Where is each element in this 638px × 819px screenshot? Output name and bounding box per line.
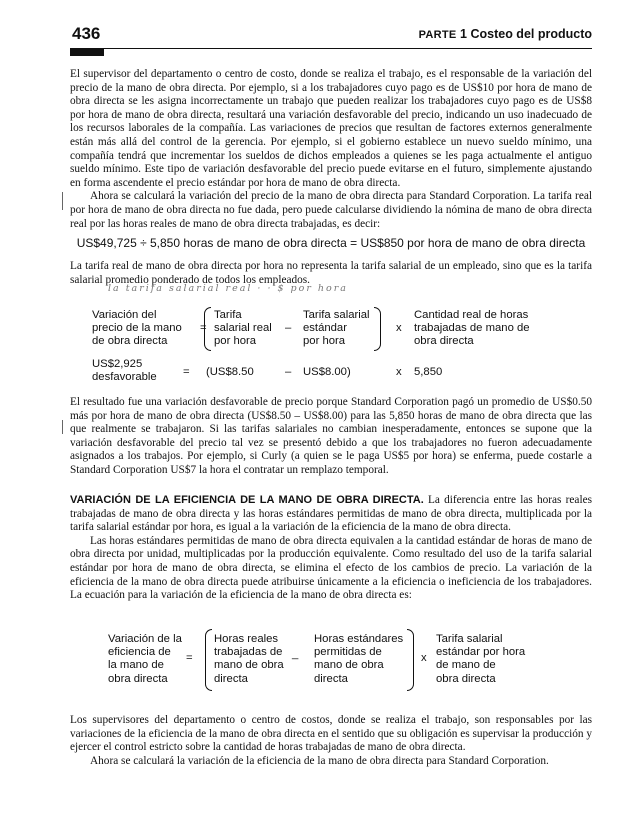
price-values-actual-rate: (US$8.50 <box>206 366 254 378</box>
body-block-5 <box>70 714 592 768</box>
eff-eq-paren-right <box>407 629 414 691</box>
price-eq-paren-left <box>204 307 211 351</box>
eff-eq-equals: = <box>186 652 193 664</box>
price-eq-result: US$2,925 desfavorable <box>92 358 157 384</box>
header-rule-block <box>70 48 104 56</box>
eff-eq-times: x <box>421 652 427 664</box>
handwritten-note: la tarifa salarial real · · $ por hora <box>108 283 348 294</box>
body-block-3 <box>70 396 592 478</box>
eff-eq-standard-hours: Horas estándares permitidas de mano de obra directa <box>314 633 404 685</box>
price-eq-actual-hours: Cantidad real de horas trabajadas de mano de obra directa <box>414 309 530 348</box>
paragraph-standard-hours: Las horas estándares permitidas de mano de obra directa equivalen a la cantidad estándar de horas de mano de obra directa por unidad, multiplicadas por la producción equivalente. Como resultado del uso de la tarifa salarial estándar por hora de mano de obra directa, se elimina el efecto de los cambios de precio. La variación de la eficiencia de la mano de obra directa puede atribuirse únicamente a la eficiencia o ineficiencia de los trabajadores. La ecuación para la variación de la eficiencia de la mano de obra directa es: <box>70 534 592 602</box>
price-eq-standard-rate: Tarifa salarial estándar por hora <box>303 309 370 348</box>
margin-annotation-mark <box>62 192 63 210</box>
body-block-1 <box>70 68 592 231</box>
price-values-hours: 5,850 <box>414 366 443 378</box>
part-title: 1 Costeo del producto <box>460 27 592 41</box>
eff-eq-paren-left <box>205 629 212 691</box>
margin-annotation-mark-2 <box>62 420 63 434</box>
page-number: 436 <box>72 24 101 43</box>
paragraph-efficiency-definition: VARIACIÓN DE LA EFICIENCIA DE LA MANO DE OBRA DIRECTA. La diferencia entre las horas reales trabajadas de mano de obra directa y las horas estándares permitidas de mano de obra directa, multiplicada por la tarifa salarial estándar por hora, es igual a la variación de la eficiencia de la mano de obra directa. <box>70 494 592 534</box>
price-eq-paren-right <box>374 307 381 351</box>
header-rule <box>70 48 592 49</box>
price-values-times: x <box>396 366 402 378</box>
paragraph-supervisor-responsibility: Los supervisores del departamento o centro de costos, donde se realiza el trabajo, son responsables por las variaciones de la eficiencia de la mano de obra directa en el sentido que su obligación es supervisar la producción y ejercer el control estricto sobre la cantidad de horas trabajadas de mano de obra directa. <box>70 714 592 754</box>
price-values-standard-rate: US$8.00) <box>303 366 351 378</box>
price-eq-equals: = <box>200 322 207 334</box>
paragraph-price-calc-intro: Ahora se calculará la variación del precio de la mano de obra directa para Standard Corporation. La tarifa real por hora de mano de obra directa no fue dada, pero puede calcularse dividiendo la nómina de mano de obra directa real por las horas reales de mano de obra directa trabajadas, es decir: <box>70 190 592 230</box>
price-values-minus: – <box>285 366 292 378</box>
price-eq-actual-rate: Tarifa salarial real por hora <box>214 309 272 348</box>
paragraph-weighted-average: La tarifa real de mano de obra directa por hora no representa la tarifa salarial de un empleado, sino que es la tarifa salarial promedio ponderado de todos los empleados. <box>70 260 592 286</box>
price-eq-minus: – <box>285 322 292 334</box>
section-heading-efficiency: VARIACIÓN DE LA EFICIENCIA DE LA MANO DE OBRA DIRECTA. <box>70 494 424 506</box>
eff-eq-standard-rate: Tarifa salarial estándar por hora de mano de obra directa <box>436 633 526 685</box>
eff-eq-minus: _ <box>292 648 299 660</box>
price-values-equals: = <box>183 366 190 378</box>
eff-eq-actual-hours: Horas reales trabajadas de mano de obra directa <box>214 633 284 685</box>
eff-eq-lhs: Variación de la eficiencia de la mano de obra directa <box>108 633 182 685</box>
paragraph-efficiency-calc-intro: Ahora se calculará la variación de la eficiencia de la mano de obra directa para Standard Corporation. <box>90 754 549 767</box>
body-block-4 <box>70 494 592 603</box>
part-label: PARTE <box>418 29 457 41</box>
paragraph-unfavorable-result: El resultado fue una variación desfavorable de precio porque Standard Corporation pagó un promedio de US$0.50 más por hora de mano de obra directa (US$8.50 – US$8.00) para las 5,850 horas de mano de obra directa que las que realmente se trabajaron. Si las tarifas salariales no cambian inesperadamente, entonces se supone que la variación desfavorable del precio tal vez se presentó debido a que los trabajadores no fueron adecuadamente asignados a los trabajos. Por ejemplo, si Curly (a quien se le paga US$5 por hora) se enferma, puede costarle a Standard Corporation US$7 la hora el contratar un remplazo temporal. <box>70 396 592 476</box>
actual-rate-formula: US$49,725 ÷ 5,850 horas de mano de obra directa = US$850 por hora de mano de obra directa <box>76 236 586 250</box>
running-header <box>419 27 592 41</box>
price-eq-lhs: Variación del precio de la mano de obra directa <box>92 309 182 348</box>
paragraph-responsibility: El supervisor del departamento o centro de costo, donde se realiza el trabajo, es el responsable de la variación del precio de la mano de obra directa. Por ejemplo, si a los trabajadores cuyo pago es de US$10 por hora de mano de obra directa se les asigna incorrectamente un trabajo que pueden realizar los trabajadores cuyo pago es de US$8 por hora de mano de obra directa, resultará una variación desfavorable del precio, indicando un uso inadecuado de los recursos laborales de la compañía. Las variaciones de precios que resultan de factores externos generalmente están más allá del control de la gerencia. Por ejemplo, si el gobierno establece un nuevo sueldo mínimo, una compañía tendrá que incrementar los sueldos de dichos empleados a quienes se les paga actualmente el antiguo sueldo mínimo. Este tipo de variación desfavorable del precio puede evitarse en el futuro, simplemente ajustando en forma ascendente el precio estándar por hora de mano de obra directa. <box>70 68 592 189</box>
price-eq-times: x <box>396 322 402 334</box>
